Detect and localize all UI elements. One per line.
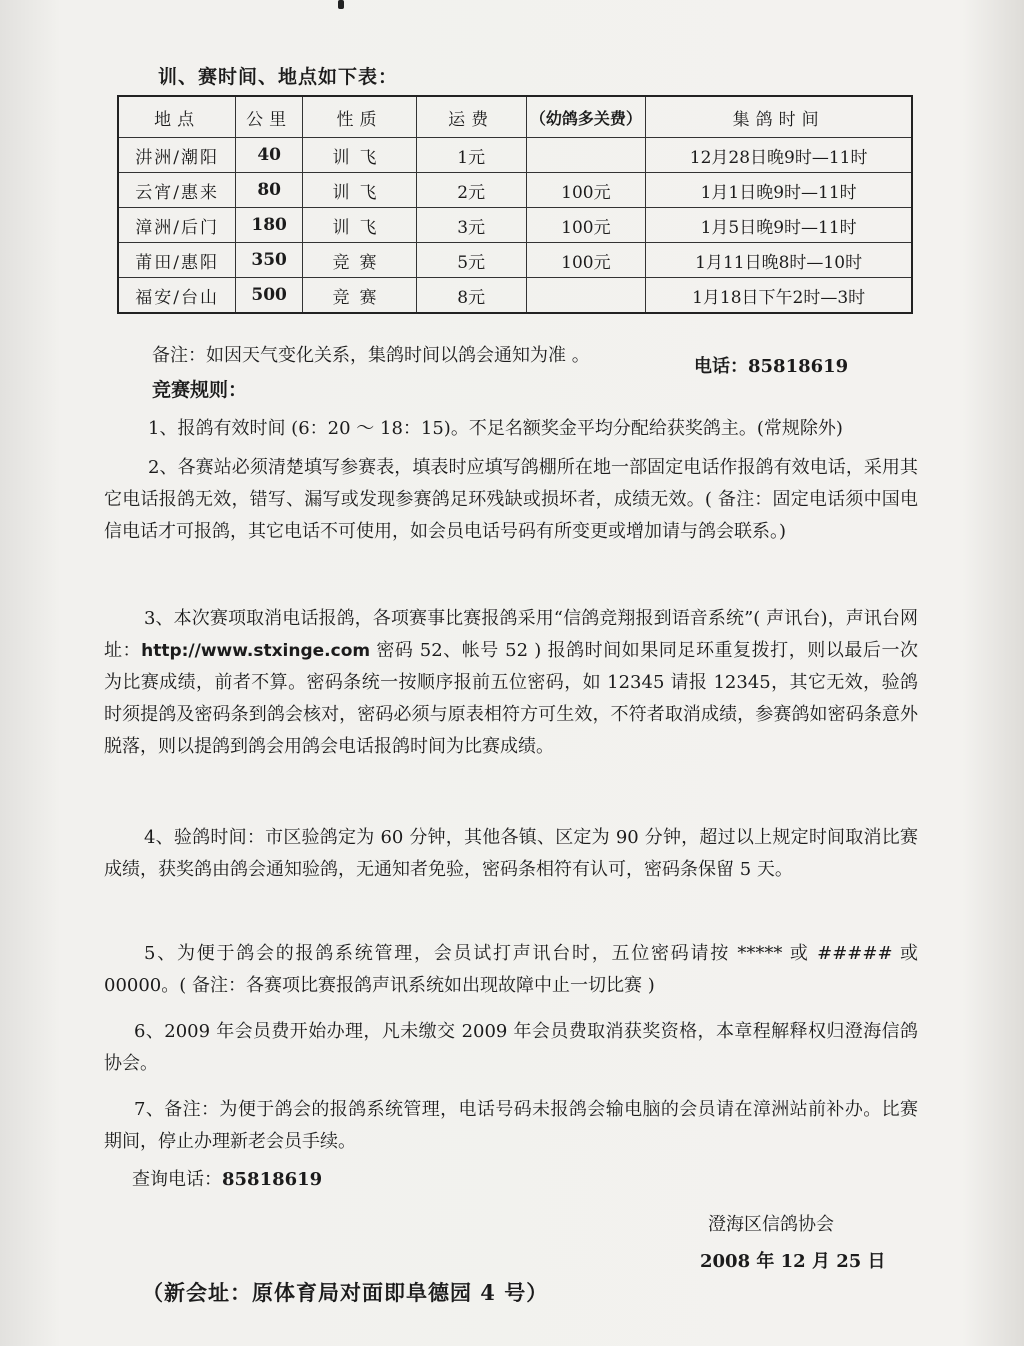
cell-collect-time: 12月28日晚9时—11时 <box>646 138 912 173</box>
cell-nature: 训飞 <box>303 208 417 243</box>
cell-location: 莆田/惠阳 <box>118 243 236 278</box>
rule-6: 6、2009 年会员费开始办理，凡未缴交 2009 年会员费取消获奖资格，本章程解释权归澄海信鸽协会。 <box>104 1021 918 1074</box>
cell-distance: 180 <box>236 208 303 243</box>
cell-collect-time: 1月1日晚9时—11时 <box>646 173 912 208</box>
rule-2: 2、各赛站必须清楚填写参赛表，填表时应填写鸽棚所在地一部固定电话作报鸽有效电话，采用其它电话报鸽无效，错写、漏写或发现参赛鸽足环残缺或损坏者，成绩无效。( 备注：固定电话须中国电信电话才可报鸽，其它电话不可使用，如会员电话号码有所变更或增加请与鸽会联系。) <box>104 457 918 542</box>
query-phone: 85818619 <box>222 1169 323 1190</box>
query-label: 查询电话： <box>132 1169 222 1190</box>
scan-mark <box>338 0 344 9</box>
cell-nature: 竞赛 <box>303 243 417 278</box>
cell-nature: 竞赛 <box>303 278 417 314</box>
header-freight: 运费 <box>416 96 526 138</box>
cell-extra-fee <box>526 278 646 314</box>
cell-location: 福安/台山 <box>118 278 236 314</box>
header-nature: 性质 <box>303 96 417 138</box>
cell-freight: 8元 <box>416 278 526 314</box>
rule-1: 1、报鸽有效时间 (6：20 ～ 18：15)。不足名额奖金平均分配给获奖鸽主。(常规除外) <box>148 418 843 439</box>
cell-location: 漳洲/后门 <box>118 208 236 243</box>
signature-date: 2008 年 12 月 25 日 <box>700 1251 886 1272</box>
rule-7: 7、备注：为便于鸽会的报鸽系统管理，电话号码未报鸽会输电脑的会员请在漳洲站前补办。比赛期间，停止办理新老会员手续。 <box>104 1099 918 1152</box>
rule-4: 4、验鸽时间：市区验鸽定为 60 分钟，其他各镇、区定为 90 分钟，超过以上规定时间取消比赛成绩，获奖鸽由鸽会通知验鸽，无通知者免验，密码条相符有认可，密码条保留 5 天。 <box>104 827 918 880</box>
table-row <box>118 173 912 208</box>
cell-distance: 80 <box>236 173 303 208</box>
cell-distance: 350 <box>236 243 303 278</box>
cell-location: 云宵/惠来 <box>118 173 236 208</box>
cell-extra-fee <box>526 138 646 173</box>
schedule-intro: 训、赛时间、地点如下表： <box>158 66 399 88</box>
header-distance: 公里 <box>236 96 303 138</box>
cell-distance: 40 <box>236 138 303 173</box>
cell-extra-fee: 100元 <box>526 243 646 278</box>
voice-system-url[interactable]: http://www.stxinge.com <box>141 641 371 661</box>
cell-location: 汫洲/潮阳 <box>118 138 236 173</box>
table-row <box>118 208 912 243</box>
header-location: 地点 <box>118 96 236 138</box>
cell-collect-time: 1月11日晚8时—10时 <box>646 243 912 278</box>
table-row <box>118 243 912 278</box>
table-row <box>118 278 912 314</box>
rules-title: 竞赛规则： <box>152 379 248 401</box>
rule-3 <box>104 603 918 763</box>
cell-freight: 2元 <box>416 173 526 208</box>
table-row <box>118 138 912 173</box>
contact-phone: 电话：85818619 <box>694 356 849 377</box>
signature-organization: 澄海区信鸽协会 <box>708 1214 834 1235</box>
cell-collect-time: 1月5日晚9时—11时 <box>646 208 912 243</box>
header-extra-fee: （幼鸽多关费） <box>526 96 646 138</box>
cell-collect-time: 1月18日下午2时—3时 <box>646 278 912 314</box>
schedule-table <box>117 95 913 314</box>
cell-extra-fee: 100元 <box>526 208 646 243</box>
rule-3-text-b: 密码 52、帐号 52 ) 报鸽时间如果同足环重复拨打，则以最后一次为比赛成绩，前者不算。密码条统一按顺序报前五位密码，如 12345 请报 12345，其它无效，验鸽时须提鸽及密码条到鸽会核对，密码必须与原表相符方可生效，不符者取消成绩，参赛鸽如密码条意外脱落，则以提鸽到鸽会用鸽会电话报鸽时间为比赛成绩。 <box>104 640 919 757</box>
rule-5: 5、为便于鸽会的报鸽系统管理，会员试打声讯台时，五位密码请按 ***** 或 ##### 或 00000。( 备注：各赛项比赛报鸽声讯系统如出现故障中止一切比赛 ) <box>104 943 918 996</box>
cell-freight: 3元 <box>416 208 526 243</box>
schedule-header-row <box>118 96 912 138</box>
cell-distance: 500 <box>236 278 303 314</box>
cell-nature: 训飞 <box>303 138 417 173</box>
query-phone-line <box>132 1165 322 1191</box>
new-address: （新会址：原体育局对面即阜德园 4 号） <box>142 1280 549 1305</box>
cell-extra-fee: 100元 <box>526 173 646 208</box>
rule-3-text-a: 3、本次赛项取消电话报鸽，各项赛事比赛报鸽采用“信鸽竞翔报到语音系统”( 声讯台)，声讯台网址： <box>104 608 918 661</box>
cell-freight: 1元 <box>416 138 526 173</box>
cell-freight: 5元 <box>416 243 526 278</box>
cell-nature: 训飞 <box>303 173 417 208</box>
header-collect-time: 集鸽时间 <box>646 96 912 138</box>
weather-note: 备注：如因天气变化关系，集鸽时间以鸽会通知为准 。 <box>152 345 590 366</box>
